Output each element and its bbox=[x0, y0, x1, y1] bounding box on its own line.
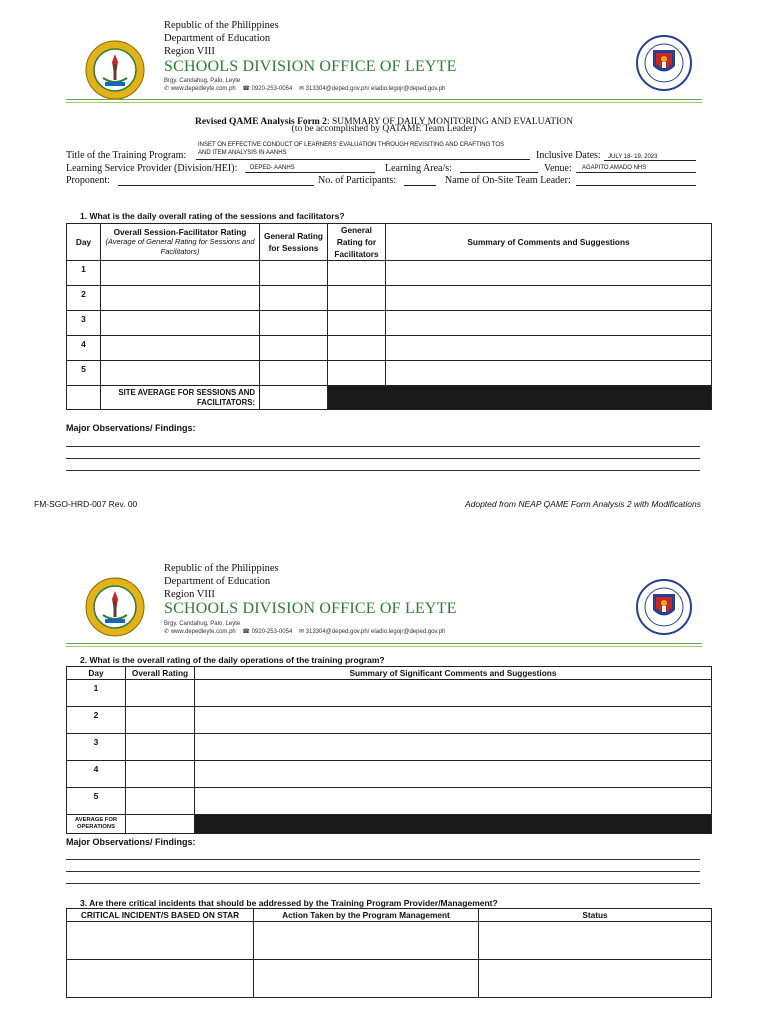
phone-icon: ☎ bbox=[242, 629, 250, 635]
q1-cell-facilitators[interactable] bbox=[328, 361, 386, 386]
q1-row bbox=[67, 311, 712, 336]
email-address[interactable]: 313304@deped.gov.ph/ eladio.legojr@deped.gov.ph bbox=[305, 86, 446, 92]
header-address: Brgy. Candahug, Palo, Leyte bbox=[164, 621, 241, 627]
header-region: Region VIII bbox=[164, 46, 215, 57]
q1-cell-facilitators[interactable] bbox=[328, 311, 386, 336]
q2-cell-rating[interactable] bbox=[126, 788, 195, 815]
email-icon: ✉ bbox=[298, 629, 304, 635]
q2-cell-summary[interactable] bbox=[195, 788, 712, 815]
q3-cell-incident[interactable] bbox=[67, 922, 254, 960]
deped-seal-icon bbox=[636, 579, 692, 635]
header-rule-2 bbox=[66, 102, 702, 103]
q1-table bbox=[66, 223, 712, 410]
provider-field-line[interactable] bbox=[245, 172, 375, 173]
q2-day: 5 bbox=[67, 788, 126, 815]
q2-col-rating: Overall Rating bbox=[126, 667, 195, 680]
q1-cell-overall[interactable] bbox=[101, 311, 260, 336]
website-link[interactable]: www.depedleyte.com.ph bbox=[170, 629, 236, 635]
dates-label: Inclusive Dates: bbox=[536, 150, 601, 161]
q2-day: 3 bbox=[67, 734, 126, 761]
q1-col-overall-note: (Average of General Rating for Sessions and Facilitators) bbox=[105, 237, 255, 256]
q3-row bbox=[67, 922, 712, 960]
area-label: Learning Area/s: bbox=[385, 163, 452, 174]
program-value-line1: INSET ON EFFECTIVE CONDUCT OF LEARNERS' EVALUATION THROUGH REVISITING AND CRAFTING TOS bbox=[198, 142, 505, 148]
q2-cell-summary[interactable] bbox=[195, 707, 712, 734]
q1-cell-summary[interactable] bbox=[386, 261, 712, 286]
q1-day: 2 bbox=[67, 286, 101, 311]
q3-row bbox=[67, 960, 712, 998]
form-adopted-note: Adopted from NEAP QAME Form Analysis 2 with Modifications bbox=[464, 499, 701, 509]
header-region: Region VIII bbox=[164, 589, 215, 600]
observations-1-line[interactable] bbox=[66, 470, 700, 471]
form-title-bold: Revised QAME Analysis Form 2 bbox=[194, 117, 327, 127]
header-address: Brgy. Candahug, Palo, Leyte bbox=[164, 78, 241, 84]
q1-cell-summary[interactable] bbox=[386, 311, 712, 336]
q2-col-day: Day bbox=[67, 667, 126, 680]
q2-row bbox=[67, 761, 712, 788]
q2-average-label: AVERAGE FOR OPERATIONS bbox=[67, 815, 126, 834]
q2-cell-summary[interactable] bbox=[195, 680, 712, 707]
proponent-field-line[interactable] bbox=[118, 185, 314, 186]
q1-day: 4 bbox=[67, 336, 101, 361]
observations-1-line[interactable] bbox=[66, 446, 700, 447]
q3-cell-action[interactable] bbox=[254, 960, 479, 998]
q2-row bbox=[67, 707, 712, 734]
header-department: Department of Education bbox=[164, 576, 271, 587]
participants-field-line[interactable] bbox=[404, 185, 436, 186]
q2-table bbox=[66, 666, 712, 834]
q1-cell-overall[interactable] bbox=[101, 361, 260, 386]
header-department: Department of Education bbox=[164, 33, 271, 44]
q1-col-day: Day bbox=[67, 224, 101, 261]
web-icon: ✆ bbox=[164, 86, 170, 92]
header-contacts bbox=[164, 628, 445, 635]
venue-value: AGAPITO AMADO NHS bbox=[582, 165, 647, 171]
q1-cell-sessions[interactable] bbox=[260, 311, 328, 336]
q2-day: 1 bbox=[67, 680, 126, 707]
header-contacts bbox=[164, 85, 445, 92]
deped-seal-icon bbox=[636, 35, 692, 91]
email-icon: ✉ bbox=[298, 86, 304, 92]
header-office: SCHOOLS DIVISION OFFICE OF LEYTE bbox=[164, 58, 457, 75]
web-icon: ✆ bbox=[164, 629, 170, 635]
q2-cell-summary[interactable] bbox=[195, 734, 712, 761]
q2-cell-rating[interactable] bbox=[126, 707, 195, 734]
q1-day: 3 bbox=[67, 311, 101, 336]
q1-site-average-cell[interactable] bbox=[260, 386, 328, 410]
observations-1-line[interactable] bbox=[66, 458, 700, 459]
q2-header-row bbox=[67, 667, 712, 680]
form-title-rest: : SUMMARY OF DAILY MONITORING AND EVALUATION bbox=[326, 117, 573, 127]
q1-cell-facilitators[interactable] bbox=[328, 261, 386, 286]
q2-day: 2 bbox=[67, 707, 126, 734]
email-address[interactable]: 313304@deped.gov.ph/ eladio.legojr@deped.gov.ph bbox=[305, 629, 446, 635]
q1-cell-summary[interactable] bbox=[386, 361, 712, 386]
program-value-line2: AND ITEM ANALYSIS IN AANHS bbox=[198, 150, 287, 156]
phone-number: 0920-253-0054 bbox=[251, 629, 293, 635]
q2-cell-summary[interactable] bbox=[195, 761, 712, 788]
q1-average-shaded bbox=[328, 386, 712, 410]
program-field-line[interactable] bbox=[196, 159, 530, 160]
q2-row bbox=[67, 680, 712, 707]
leader-label: Name of On-Site Team Leader: bbox=[445, 175, 571, 186]
q1-average-blank bbox=[67, 386, 101, 410]
participants-label: No. of Participants: bbox=[318, 175, 397, 186]
observations-2-line[interactable] bbox=[66, 883, 700, 884]
q1-col-overall bbox=[101, 224, 260, 261]
q2-col-summary: Summary of Significant Comments and Suggestions bbox=[195, 667, 712, 680]
q1-cell-sessions[interactable] bbox=[260, 261, 328, 286]
phone-icon: ☎ bbox=[242, 86, 250, 92]
question-3: 3. Are there critical incidents that should be addressed by the Training Program Provider/Management? bbox=[80, 898, 498, 908]
phone-number: 0920-253-0054 bbox=[251, 86, 293, 92]
q2-cell-rating[interactable] bbox=[126, 734, 195, 761]
header-office: SCHOOLS DIVISION OFFICE OF LEYTE bbox=[164, 600, 457, 617]
header-republic: Republic of the Philippines bbox=[164, 20, 279, 31]
q2-row bbox=[67, 788, 712, 815]
q1-cell-summary[interactable] bbox=[386, 336, 712, 361]
q2-cell-rating[interactable] bbox=[126, 761, 195, 788]
q3-col-status: Status bbox=[479, 909, 712, 922]
q1-day: 5 bbox=[67, 361, 101, 386]
q1-day: 1 bbox=[67, 261, 101, 286]
q2-cell-rating[interactable] bbox=[126, 680, 195, 707]
provider-label: Learning Service Provider (Division/HEI): bbox=[66, 163, 238, 174]
division-seal-icon bbox=[85, 40, 145, 100]
q1-cell-facilitators[interactable] bbox=[328, 286, 386, 311]
q1-average-row bbox=[67, 386, 712, 410]
q3-cell-status[interactable] bbox=[479, 960, 712, 998]
observations-1-label: Major Observations/ Findings: bbox=[66, 423, 196, 433]
q3-header-row bbox=[67, 909, 712, 922]
website-link[interactable]: www.depedleyte.com.ph bbox=[170, 86, 236, 92]
q1-col-facilitators: General Rating for Facilitators bbox=[328, 224, 386, 261]
q3-cell-action[interactable] bbox=[254, 922, 479, 960]
header-rule bbox=[66, 643, 702, 644]
observations-2-line[interactable] bbox=[66, 859, 700, 860]
venue-field-line[interactable] bbox=[576, 172, 696, 173]
q2-row bbox=[67, 734, 712, 761]
q1-cell-overall[interactable] bbox=[101, 336, 260, 361]
q3-cell-status[interactable] bbox=[479, 922, 712, 960]
q1-cell-sessions[interactable] bbox=[260, 286, 328, 311]
q1-cell-facilitators[interactable] bbox=[328, 336, 386, 361]
q1-cell-summary[interactable] bbox=[386, 286, 712, 311]
dates-field-line[interactable] bbox=[604, 160, 696, 161]
area-field-line[interactable] bbox=[460, 172, 538, 173]
q1-row bbox=[67, 286, 712, 311]
q3-col-action: Action Taken by the Program Management bbox=[254, 909, 479, 922]
form-code: FM-SGO-HRD-007 Rev. 00 bbox=[34, 499, 138, 509]
q2-day: 4 bbox=[67, 761, 126, 788]
venue-label: Venue: bbox=[544, 163, 572, 174]
q3-table bbox=[66, 908, 712, 998]
header-republic: Republic of the Philippines bbox=[164, 563, 279, 574]
q1-row bbox=[67, 361, 712, 386]
provider-value: DEPED- AANHS bbox=[250, 165, 295, 171]
header-rule-2 bbox=[66, 646, 702, 647]
q2-average-cell[interactable] bbox=[126, 815, 195, 834]
header-rule bbox=[66, 99, 702, 100]
q1-col-overall-label: Overall Session-Facilitator Rating bbox=[113, 227, 247, 237]
q1-cell-overall[interactable] bbox=[101, 286, 260, 311]
observations-2-line[interactable] bbox=[66, 871, 700, 872]
q1-cell-overall[interactable] bbox=[101, 261, 260, 286]
q3-col-incident: CRITICAL INCIDENT/S BASED ON STAR bbox=[67, 909, 254, 922]
q3-cell-incident[interactable] bbox=[67, 960, 254, 998]
leader-field-line[interactable] bbox=[576, 185, 696, 186]
form-subtitle: (to be accomplished by QATAME Team Leader) bbox=[291, 124, 477, 134]
q1-cell-sessions[interactable] bbox=[260, 361, 328, 386]
q1-header-row bbox=[67, 224, 712, 261]
dates-value: JULY 18- 19, 2023 bbox=[608, 154, 658, 160]
proponent-label: Proponent: bbox=[66, 175, 110, 186]
question-1: 1. What is the daily overall rating of the sessions and facilitators? bbox=[80, 211, 345, 221]
q2-average-row bbox=[67, 815, 712, 834]
q2-average-shaded bbox=[195, 815, 712, 834]
observations-2-label: Major Observations/ Findings: bbox=[66, 837, 196, 847]
program-label: Title of the Training Program: bbox=[66, 150, 187, 161]
question-2: 2. What is the overall rating of the daily operations of the training program? bbox=[80, 655, 385, 665]
q1-col-summary: Summary of Comments and Suggestions bbox=[386, 224, 712, 261]
q1-row bbox=[67, 261, 712, 286]
q1-cell-sessions[interactable] bbox=[260, 336, 328, 361]
q1-site-average-label: SITE AVERAGE FOR SESSIONS AND FACILITATORS: bbox=[101, 386, 260, 410]
q1-col-sessions: General Rating for Sessions bbox=[260, 224, 328, 261]
division-seal-icon bbox=[85, 577, 145, 637]
q1-row bbox=[67, 336, 712, 361]
